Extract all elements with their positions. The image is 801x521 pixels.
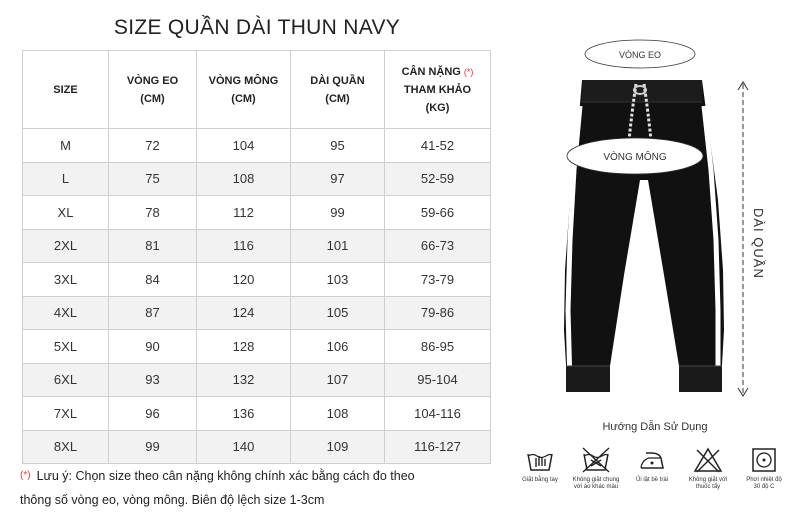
header-hip: VÒNG MÔNG (CM) xyxy=(197,51,291,129)
cell-hip: 136 xyxy=(197,397,291,431)
cell-hip: 140 xyxy=(197,430,291,464)
cell-hip: 124 xyxy=(197,296,291,330)
cell-size: L xyxy=(23,162,109,196)
note-line-1: Lưu ý: Chọn size theo cân nặng không chính xác bằng cách đo theo xyxy=(36,469,415,483)
hand-wash-icon xyxy=(525,446,555,474)
no-bleach-icon xyxy=(693,446,723,474)
cell-waist: 93 xyxy=(109,363,197,397)
cell-hip: 120 xyxy=(197,263,291,297)
cell-length: 106 xyxy=(291,330,385,364)
table-row xyxy=(23,196,491,230)
dry-temp-icon xyxy=(749,446,779,474)
cell-size: 6XL xyxy=(23,363,109,397)
cell-hip: 112 xyxy=(197,196,291,230)
cell-length: 95 xyxy=(291,129,385,163)
cell-weight: 79-86 xyxy=(385,296,491,330)
care-dry-temp: Phơi nhiệt độ 30 độ C xyxy=(736,446,792,491)
cell-size: M xyxy=(23,129,109,163)
cell-length: 101 xyxy=(291,229,385,263)
waist-label: VÒNG EO xyxy=(618,50,662,60)
header-waist: VÒNG EO (CM) xyxy=(109,51,197,129)
cell-size: 5XL xyxy=(23,330,109,364)
cell-size: 8XL xyxy=(23,430,109,464)
size-note xyxy=(20,464,490,512)
care-iron: Ủi lật bề trái xyxy=(624,446,680,484)
header-weight: CÂN NẶNG (*) THAM KHẢO (KG) xyxy=(385,51,491,129)
note-asterisk: (*) xyxy=(20,470,31,481)
cell-hip: 108 xyxy=(197,162,291,196)
cell-waist: 90 xyxy=(109,330,197,364)
cell-waist: 72 xyxy=(109,129,197,163)
pants-diagram xyxy=(540,30,800,410)
cell-weight: 52-59 xyxy=(385,162,491,196)
length-label: DÀI QUẦN xyxy=(751,208,766,279)
cell-waist: 78 xyxy=(109,196,197,230)
cell-length: 109 xyxy=(291,430,385,464)
cell-size: 4XL xyxy=(23,296,109,330)
cell-weight: 116-127 xyxy=(385,430,491,464)
cell-weight: 104-116 xyxy=(385,397,491,431)
care-hand-wash: Giặt bằng tay xyxy=(512,446,568,484)
cell-hip: 104 xyxy=(197,129,291,163)
cell-weight: 66-73 xyxy=(385,229,491,263)
no-mix-wash-icon xyxy=(581,446,611,474)
cell-hip: 116 xyxy=(197,229,291,263)
table-row xyxy=(23,430,491,464)
cell-weight: 95-104 xyxy=(385,363,491,397)
cell-waist: 75 xyxy=(109,162,197,196)
cell-waist: 96 xyxy=(109,397,197,431)
table-row xyxy=(23,363,491,397)
cell-length: 107 xyxy=(291,363,385,397)
table-row xyxy=(23,263,491,297)
usage-title: Hướng Dẫn Sử Dụng xyxy=(602,421,708,433)
note-line-2: thông số vòng eo, vòng mông. Biên độ lệch size 1-3cm xyxy=(20,493,325,507)
care-instructions xyxy=(512,446,792,516)
table-header-row xyxy=(23,51,491,129)
table-row xyxy=(23,330,491,364)
table-row xyxy=(23,397,491,431)
cell-waist: 84 xyxy=(109,263,197,297)
pants-illustration xyxy=(564,80,724,392)
cell-waist: 87 xyxy=(109,296,197,330)
cell-waist: 81 xyxy=(109,229,197,263)
care-no-mix-wash: Không giặt chung với áo khác màu xyxy=(568,446,624,491)
size-table xyxy=(22,50,491,464)
asterisk: (*) xyxy=(463,66,474,77)
cell-hip: 128 xyxy=(197,330,291,364)
hip-label: VÒNG MÔNG xyxy=(603,152,667,163)
cell-length: 105 xyxy=(291,296,385,330)
cell-length: 108 xyxy=(291,397,385,431)
table-row xyxy=(23,129,491,163)
cell-size: XL xyxy=(23,196,109,230)
table-row xyxy=(23,162,491,196)
cell-waist: 99 xyxy=(109,430,197,464)
cell-length: 99 xyxy=(291,196,385,230)
cell-length: 103 xyxy=(291,263,385,297)
cell-size: 3XL xyxy=(23,263,109,297)
iron-low-icon xyxy=(637,446,667,474)
table-row xyxy=(23,229,491,263)
header-length: DÀI QUẦN (CM) xyxy=(291,51,385,129)
length-arrow xyxy=(738,82,748,396)
cell-size: 7XL xyxy=(23,397,109,431)
cell-length: 97 xyxy=(291,162,385,196)
cell-hip: 132 xyxy=(197,363,291,397)
header-size: SIZE xyxy=(23,51,109,129)
cell-weight: 73-79 xyxy=(385,263,491,297)
cell-weight: 86-95 xyxy=(385,330,491,364)
page-title: SIZE QUẦN DÀI THUN NAVY xyxy=(113,16,401,39)
care-no-bleach: Không giặt với thuốc tẩy xyxy=(680,446,736,491)
table-row xyxy=(23,296,491,330)
cell-weight: 59-66 xyxy=(385,196,491,230)
cell-size: 2XL xyxy=(23,229,109,263)
cell-weight: 41-52 xyxy=(385,129,491,163)
